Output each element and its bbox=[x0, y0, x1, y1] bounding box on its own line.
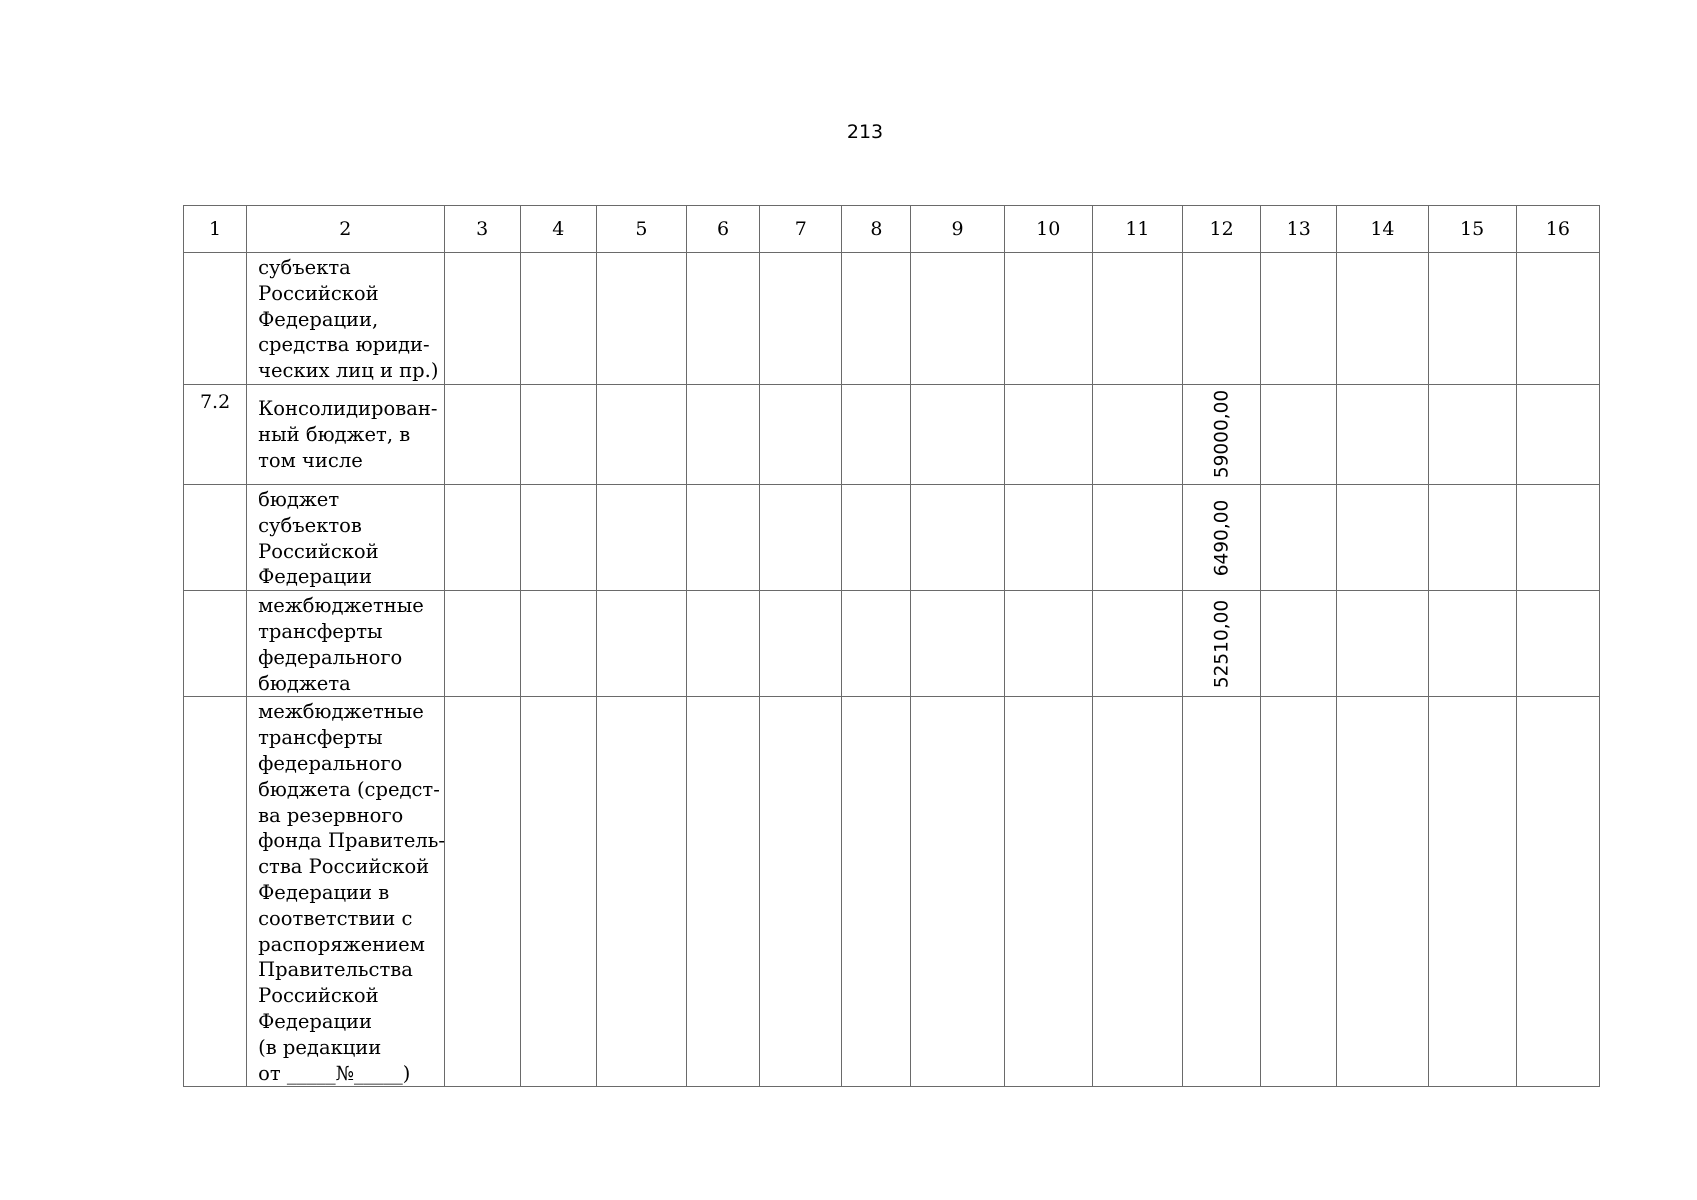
amount-value: 6490,00 bbox=[1211, 499, 1233, 576]
item-number-cell bbox=[184, 253, 247, 385]
empty-cell bbox=[842, 697, 911, 1087]
column-header: 6 bbox=[687, 206, 760, 253]
description-line: ческих лиц и пр.) bbox=[258, 359, 439, 383]
description-line: бюджет bbox=[258, 487, 340, 511]
empty-cell bbox=[520, 253, 596, 385]
empty-cell bbox=[1516, 697, 1599, 1087]
description-line: трансферты bbox=[258, 619, 383, 643]
description-line: Федерации bbox=[258, 565, 373, 589]
description-line: бюджета bbox=[258, 671, 351, 695]
amount-cell bbox=[1183, 591, 1261, 697]
description-line: Правительства bbox=[258, 958, 413, 982]
description-line: Российской bbox=[258, 281, 379, 305]
empty-cell bbox=[1428, 484, 1516, 590]
column-header: 8 bbox=[842, 206, 911, 253]
empty-cell bbox=[520, 484, 596, 590]
empty-cell bbox=[1337, 697, 1428, 1087]
empty-cell bbox=[596, 384, 686, 484]
empty-cell bbox=[520, 384, 596, 484]
empty-cell bbox=[842, 384, 911, 484]
description-line: межбюджетные bbox=[258, 700, 424, 724]
empty-cell bbox=[1337, 484, 1428, 590]
empty-cell bbox=[760, 484, 842, 590]
description-line: субъектов bbox=[258, 513, 362, 537]
empty-cell bbox=[444, 253, 520, 385]
empty-cell bbox=[1516, 484, 1599, 590]
empty-cell bbox=[520, 591, 596, 697]
description-line: ства Российской bbox=[258, 855, 430, 879]
empty-cell bbox=[911, 253, 1004, 385]
description-line: Федерации bbox=[258, 1009, 373, 1033]
empty-cell bbox=[687, 384, 760, 484]
empty-cell bbox=[444, 384, 520, 484]
description-line: федерального bbox=[258, 751, 403, 775]
empty-cell bbox=[760, 384, 842, 484]
empty-cell bbox=[1516, 253, 1599, 385]
column-header: 2 bbox=[247, 206, 444, 253]
empty-cell bbox=[842, 484, 911, 590]
empty-cell bbox=[1092, 591, 1182, 697]
empty-cell bbox=[1261, 484, 1337, 590]
column-header: 9 bbox=[911, 206, 1004, 253]
empty-cell bbox=[1261, 384, 1337, 484]
empty-cell bbox=[1004, 253, 1092, 385]
description-line: Российской bbox=[258, 984, 379, 1008]
empty-cell bbox=[687, 591, 760, 697]
table-row bbox=[184, 591, 1600, 697]
description-line: распоряжением bbox=[258, 932, 425, 956]
empty-cell bbox=[596, 697, 686, 1087]
description-line: Российской bbox=[258, 539, 379, 563]
column-header: 16 bbox=[1516, 206, 1599, 253]
empty-cell bbox=[687, 253, 760, 385]
empty-cell bbox=[1092, 384, 1182, 484]
empty-cell bbox=[1004, 697, 1092, 1087]
description-line: Федерации, bbox=[258, 307, 379, 331]
description-cell bbox=[247, 384, 444, 484]
amount-value: 59000,00 bbox=[1211, 390, 1233, 479]
description-line: ва резервного bbox=[258, 803, 404, 827]
description-line: том числе bbox=[258, 448, 363, 472]
empty-cell bbox=[596, 484, 686, 590]
empty-cell bbox=[760, 697, 842, 1087]
empty-cell bbox=[444, 591, 520, 697]
budget-table bbox=[183, 205, 1600, 1087]
empty-cell bbox=[1261, 253, 1337, 385]
amount-cell bbox=[1183, 384, 1261, 484]
column-header: 15 bbox=[1428, 206, 1516, 253]
item-number-cell bbox=[184, 484, 247, 590]
amount-cell bbox=[1183, 697, 1261, 1087]
empty-cell bbox=[1337, 384, 1428, 484]
column-header: 3 bbox=[444, 206, 520, 253]
empty-cell bbox=[1092, 697, 1182, 1087]
empty-cell bbox=[1004, 484, 1092, 590]
column-header: 14 bbox=[1337, 206, 1428, 253]
empty-cell bbox=[911, 484, 1004, 590]
empty-cell bbox=[1092, 253, 1182, 385]
description-line: ный бюджет, в bbox=[258, 422, 411, 446]
item-number-cell bbox=[184, 591, 247, 697]
page-number: 213 bbox=[846, 121, 884, 143]
empty-cell bbox=[842, 591, 911, 697]
empty-cell bbox=[687, 697, 760, 1087]
description-line: Консолидирован- bbox=[258, 396, 438, 420]
description-line: соответствии с bbox=[258, 906, 413, 930]
description-line: федерального bbox=[258, 645, 403, 669]
empty-cell bbox=[1516, 591, 1599, 697]
empty-cell bbox=[760, 253, 842, 385]
column-header: 5 bbox=[596, 206, 686, 253]
description-line: субъекта bbox=[258, 256, 351, 279]
empty-cell bbox=[911, 384, 1004, 484]
empty-cell bbox=[1428, 384, 1516, 484]
column-header: 11 bbox=[1092, 206, 1182, 253]
table-row bbox=[184, 384, 1600, 484]
empty-cell bbox=[1261, 697, 1337, 1087]
item-number-cell bbox=[184, 697, 247, 1087]
amount-value: 52510,00 bbox=[1211, 599, 1233, 688]
column-header: 13 bbox=[1261, 206, 1337, 253]
empty-cell bbox=[687, 484, 760, 590]
empty-cell bbox=[911, 697, 1004, 1087]
description-cell bbox=[247, 697, 444, 1087]
empty-cell bbox=[911, 591, 1004, 697]
empty-cell bbox=[520, 697, 596, 1087]
empty-cell bbox=[760, 591, 842, 697]
empty-cell bbox=[1428, 253, 1516, 385]
table-row bbox=[184, 253, 1600, 385]
column-header: 1 bbox=[184, 206, 247, 253]
description-cell bbox=[247, 484, 444, 590]
empty-cell bbox=[596, 253, 686, 385]
description-line: фонда Правитель- bbox=[258, 829, 445, 853]
amount-cell bbox=[1183, 253, 1261, 385]
empty-cell bbox=[842, 253, 911, 385]
empty-cell bbox=[444, 697, 520, 1087]
empty-cell bbox=[1428, 591, 1516, 697]
table-row bbox=[184, 484, 1600, 590]
column-header: 7 bbox=[760, 206, 842, 253]
empty-cell bbox=[444, 484, 520, 590]
description-line: бюджета (средст- bbox=[258, 777, 440, 801]
description-line: средства юриди- bbox=[258, 333, 430, 357]
empty-cell bbox=[1004, 591, 1092, 697]
amount-cell bbox=[1183, 484, 1261, 590]
empty-cell bbox=[1261, 591, 1337, 697]
column-header: 12 bbox=[1183, 206, 1261, 253]
description-line: трансферты bbox=[258, 726, 383, 750]
empty-cell bbox=[1092, 484, 1182, 590]
column-header: 10 bbox=[1004, 206, 1092, 253]
description-cell bbox=[247, 253, 444, 385]
column-header: 4 bbox=[520, 206, 596, 253]
description-line: межбюджетные bbox=[258, 594, 424, 618]
description-line: от _____№_____) bbox=[258, 1061, 411, 1085]
empty-cell bbox=[1516, 384, 1599, 484]
empty-cell bbox=[1004, 384, 1092, 484]
description-line: (в редакции bbox=[258, 1035, 382, 1059]
table-row bbox=[184, 697, 1600, 1087]
description-cell bbox=[247, 591, 444, 697]
empty-cell bbox=[1337, 253, 1428, 385]
empty-cell bbox=[1428, 697, 1516, 1087]
description-line: Федерации в bbox=[258, 880, 390, 904]
item-number-cell: 7.2 bbox=[184, 384, 247, 484]
empty-cell bbox=[596, 591, 686, 697]
column-number-header-row bbox=[184, 206, 1600, 253]
empty-cell bbox=[1337, 591, 1428, 697]
